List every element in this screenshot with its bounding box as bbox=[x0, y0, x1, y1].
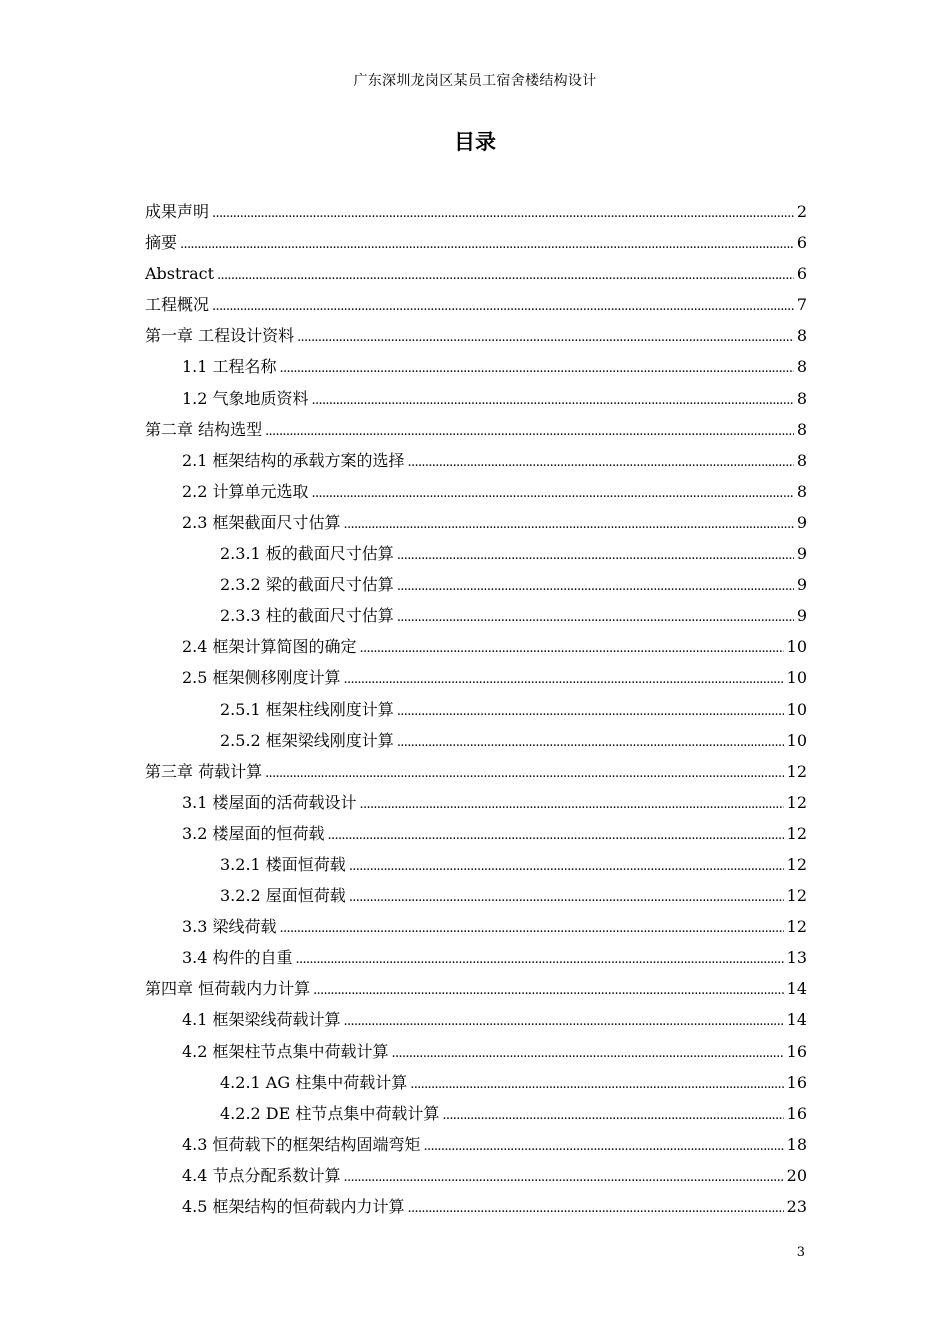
toc-entry[interactable] bbox=[145, 538, 807, 569]
toc-entry-page: 10 bbox=[786, 699, 807, 719]
toc-dot-leader bbox=[297, 320, 794, 353]
toc-entry-page: 12 bbox=[786, 917, 807, 937]
toc-dot-leader bbox=[344, 1160, 784, 1193]
toc-dot-leader bbox=[280, 911, 784, 944]
toc-entry[interactable] bbox=[145, 880, 807, 911]
toc-entry-page: 8 bbox=[796, 326, 807, 346]
toc-entry-label: 2.5 框架侧移刚度计算 bbox=[182, 668, 341, 688]
toc-entry-label: 2.3 框架截面尺寸估算 bbox=[182, 512, 341, 532]
toc-entry-label: 2.5.1 框架柱线刚度计算 bbox=[220, 699, 394, 719]
toc-entry-label: 3.2 楼屋面的恒荷载 bbox=[182, 823, 325, 843]
toc-entry-label: 3.3 梁线荷载 bbox=[182, 917, 277, 937]
toc-entry[interactable] bbox=[145, 756, 807, 787]
toc-entry-label: 4.2.1 AG 柱集中荷载计算 bbox=[220, 1072, 408, 1092]
toc-entry-label: 成果声明 bbox=[145, 202, 210, 221]
toc-entry[interactable] bbox=[145, 383, 807, 414]
toc-entry[interactable] bbox=[145, 476, 807, 507]
toc-dot-leader bbox=[360, 631, 784, 664]
toc-entry[interactable] bbox=[145, 1036, 807, 1067]
toc-entry-page: 8 bbox=[796, 419, 807, 439]
toc-entry-page: 16 bbox=[786, 1103, 807, 1123]
toc-entry[interactable] bbox=[145, 414, 807, 445]
toc-entry-page: 20 bbox=[786, 1165, 807, 1185]
toc-entry-label: 3.1 楼屋面的活荷载设计 bbox=[182, 792, 357, 812]
toc-entry-label: 摘要 bbox=[145, 233, 178, 253]
toc-entry-page: 9 bbox=[796, 606, 807, 626]
toc-entry[interactable] bbox=[145, 320, 807, 351]
toc-entry-page: 9 bbox=[796, 512, 807, 532]
toc-entry[interactable] bbox=[145, 351, 807, 382]
toc-entry-label: 4.2 框架柱节点集中荷载计算 bbox=[182, 1041, 389, 1061]
toc-entry-page: 12 bbox=[786, 761, 807, 781]
toc-entry[interactable] bbox=[145, 911, 807, 942]
toc-dot-leader bbox=[410, 1067, 783, 1100]
page-number: 3 bbox=[796, 1245, 805, 1260]
toc-dot-leader bbox=[312, 383, 794, 416]
toc-entry-label: 2.1 框架结构的承载方案的选择 bbox=[182, 450, 405, 470]
toc-entry-page: 12 bbox=[786, 886, 807, 906]
toc-entry[interactable] bbox=[145, 662, 807, 693]
toc-dot-leader bbox=[265, 414, 794, 447]
toc-dot-leader bbox=[397, 694, 784, 727]
toc-entry-label: 4.4 节点分配系数计算 bbox=[182, 1165, 341, 1185]
toc-entry-page: 6 bbox=[796, 264, 807, 284]
toc-dot-leader bbox=[397, 600, 794, 633]
toc-entry[interactable] bbox=[145, 1191, 807, 1222]
toc-dot-leader bbox=[360, 787, 784, 820]
toc-entry-page: 13 bbox=[786, 948, 807, 968]
toc-entry-page: 10 bbox=[786, 637, 807, 657]
toc-entry-label: 4.5 框架结构的恒荷载内力计算 bbox=[182, 1197, 405, 1216]
toc-dot-leader bbox=[212, 196, 794, 229]
toc-entry-label: 2.4 框架计算简图的确定 bbox=[182, 637, 357, 657]
toc-entry-page: 8 bbox=[796, 388, 807, 408]
toc-entry[interactable] bbox=[145, 1160, 807, 1191]
toc-entry-label: 工程概况 bbox=[145, 295, 210, 315]
toc-title: 目录 bbox=[454, 130, 496, 154]
toc-entry-label: 第一章 工程设计资料 bbox=[145, 326, 295, 346]
running-header: 广东深圳龙岗区某员工宿舍楼结构设计 bbox=[353, 73, 597, 89]
toc-entry-label: 第二章 结构选型 bbox=[145, 419, 263, 439]
toc-entry-label: 2.3.3 柱的截面尺寸估算 bbox=[220, 606, 394, 626]
toc-dot-leader bbox=[424, 1129, 784, 1162]
toc-entry-label: 第四章 恒荷载内力计算 bbox=[145, 979, 311, 999]
toc-dot-leader bbox=[408, 445, 794, 478]
toc-dot-leader bbox=[344, 1004, 784, 1037]
toc-entry-page: 18 bbox=[786, 1134, 807, 1154]
toc-entry-label: 1.1 工程名称 bbox=[182, 357, 277, 377]
toc-dot-leader bbox=[180, 227, 794, 260]
toc-entry-page: 8 bbox=[796, 357, 807, 377]
table-of-contents bbox=[145, 196, 807, 1222]
toc-entry-page: 14 bbox=[786, 979, 807, 999]
toc-entry-page: 12 bbox=[786, 792, 807, 812]
toc-entry[interactable] bbox=[145, 569, 807, 600]
toc-entry-label: 第三章 荷载计算 bbox=[145, 761, 263, 781]
toc-dot-leader bbox=[349, 849, 784, 882]
toc-entry-page: 8 bbox=[796, 481, 807, 501]
toc-dot-leader bbox=[312, 476, 794, 509]
toc-entry[interactable] bbox=[145, 445, 807, 476]
toc-entry-label: 1.2 气象地质资料 bbox=[182, 388, 309, 408]
toc-entry-label: 3.4 构件的自重 bbox=[182, 948, 293, 968]
toc-entry-page: 7 bbox=[796, 295, 807, 315]
toc-entry-page: 2 bbox=[796, 202, 807, 221]
toc-dot-leader bbox=[349, 880, 784, 913]
toc-entry[interactable] bbox=[145, 849, 807, 880]
toc-dot-leader bbox=[442, 1098, 783, 1131]
toc-entry[interactable] bbox=[145, 694, 807, 725]
toc-entry-page: 9 bbox=[796, 575, 807, 595]
toc-dot-leader bbox=[217, 258, 794, 291]
toc-dot-leader bbox=[397, 569, 794, 602]
toc-entry-page: 10 bbox=[786, 730, 807, 750]
toc-dot-leader bbox=[328, 818, 784, 851]
toc-entry[interactable] bbox=[145, 631, 807, 662]
toc-dot-leader bbox=[212, 289, 794, 322]
toc-entry-label: 4.2.2 DE 柱节点集中荷载计算 bbox=[220, 1103, 440, 1123]
toc-entry[interactable] bbox=[145, 1098, 807, 1129]
toc-entry[interactable] bbox=[145, 258, 807, 289]
toc-entry-page: 8 bbox=[796, 450, 807, 470]
toc-entry[interactable] bbox=[145, 1129, 807, 1160]
toc-entry-page: 12 bbox=[786, 854, 807, 874]
toc-entry-page: 9 bbox=[796, 544, 807, 564]
toc-entry-page: 23 bbox=[786, 1197, 807, 1216]
toc-entry[interactable] bbox=[145, 227, 807, 258]
toc-entry-label: 4.1 框架梁线荷载计算 bbox=[182, 1010, 341, 1030]
toc-entry-label: 4.3 恒荷载下的框架结构固端弯矩 bbox=[182, 1134, 421, 1154]
toc-entry[interactable] bbox=[145, 818, 807, 849]
toc-entry[interactable] bbox=[145, 1004, 807, 1035]
toc-dot-leader bbox=[344, 662, 784, 695]
toc-entry-label: 2.3.1 板的截面尺寸估算 bbox=[220, 544, 394, 564]
toc-entry-label: Abstract bbox=[145, 264, 215, 284]
toc-entry-label: 3.2.2 屋面恒荷载 bbox=[220, 886, 346, 906]
toc-entry[interactable] bbox=[145, 507, 807, 538]
toc-dot-leader bbox=[296, 942, 784, 975]
toc-dot-leader bbox=[397, 725, 784, 758]
toc-dot-leader bbox=[392, 1036, 784, 1069]
toc-entry-page: 10 bbox=[786, 668, 807, 688]
toc-entry[interactable] bbox=[145, 973, 807, 1004]
toc-entry-page: 6 bbox=[796, 233, 807, 253]
toc-entry[interactable] bbox=[145, 289, 807, 320]
toc-entry[interactable] bbox=[145, 787, 807, 818]
toc-entry-page: 16 bbox=[786, 1041, 807, 1061]
toc-dot-leader bbox=[313, 973, 784, 1006]
toc-entry-label: 2.5.2 框架梁线刚度计算 bbox=[220, 730, 394, 750]
toc-entry[interactable] bbox=[145, 942, 807, 973]
toc-entry-label: 3.2.1 楼面恒荷载 bbox=[220, 854, 346, 874]
toc-entry-page: 14 bbox=[786, 1010, 807, 1030]
toc-dot-leader bbox=[344, 507, 794, 540]
toc-dot-leader bbox=[408, 1191, 784, 1224]
toc-entry-label: 2.3.2 梁的截面尺寸估算 bbox=[220, 575, 394, 595]
toc-dot-leader bbox=[265, 756, 784, 789]
toc-entry-page: 12 bbox=[786, 823, 807, 843]
toc-entry[interactable] bbox=[145, 600, 807, 631]
toc-entry[interactable] bbox=[145, 196, 807, 227]
toc-dot-leader bbox=[280, 351, 794, 384]
toc-entry[interactable] bbox=[145, 725, 807, 756]
toc-entry-page: 16 bbox=[786, 1072, 807, 1092]
toc-dot-leader bbox=[397, 538, 794, 571]
toc-entry[interactable] bbox=[145, 1067, 807, 1098]
toc-entry-label: 2.2 计算单元选取 bbox=[182, 481, 309, 501]
